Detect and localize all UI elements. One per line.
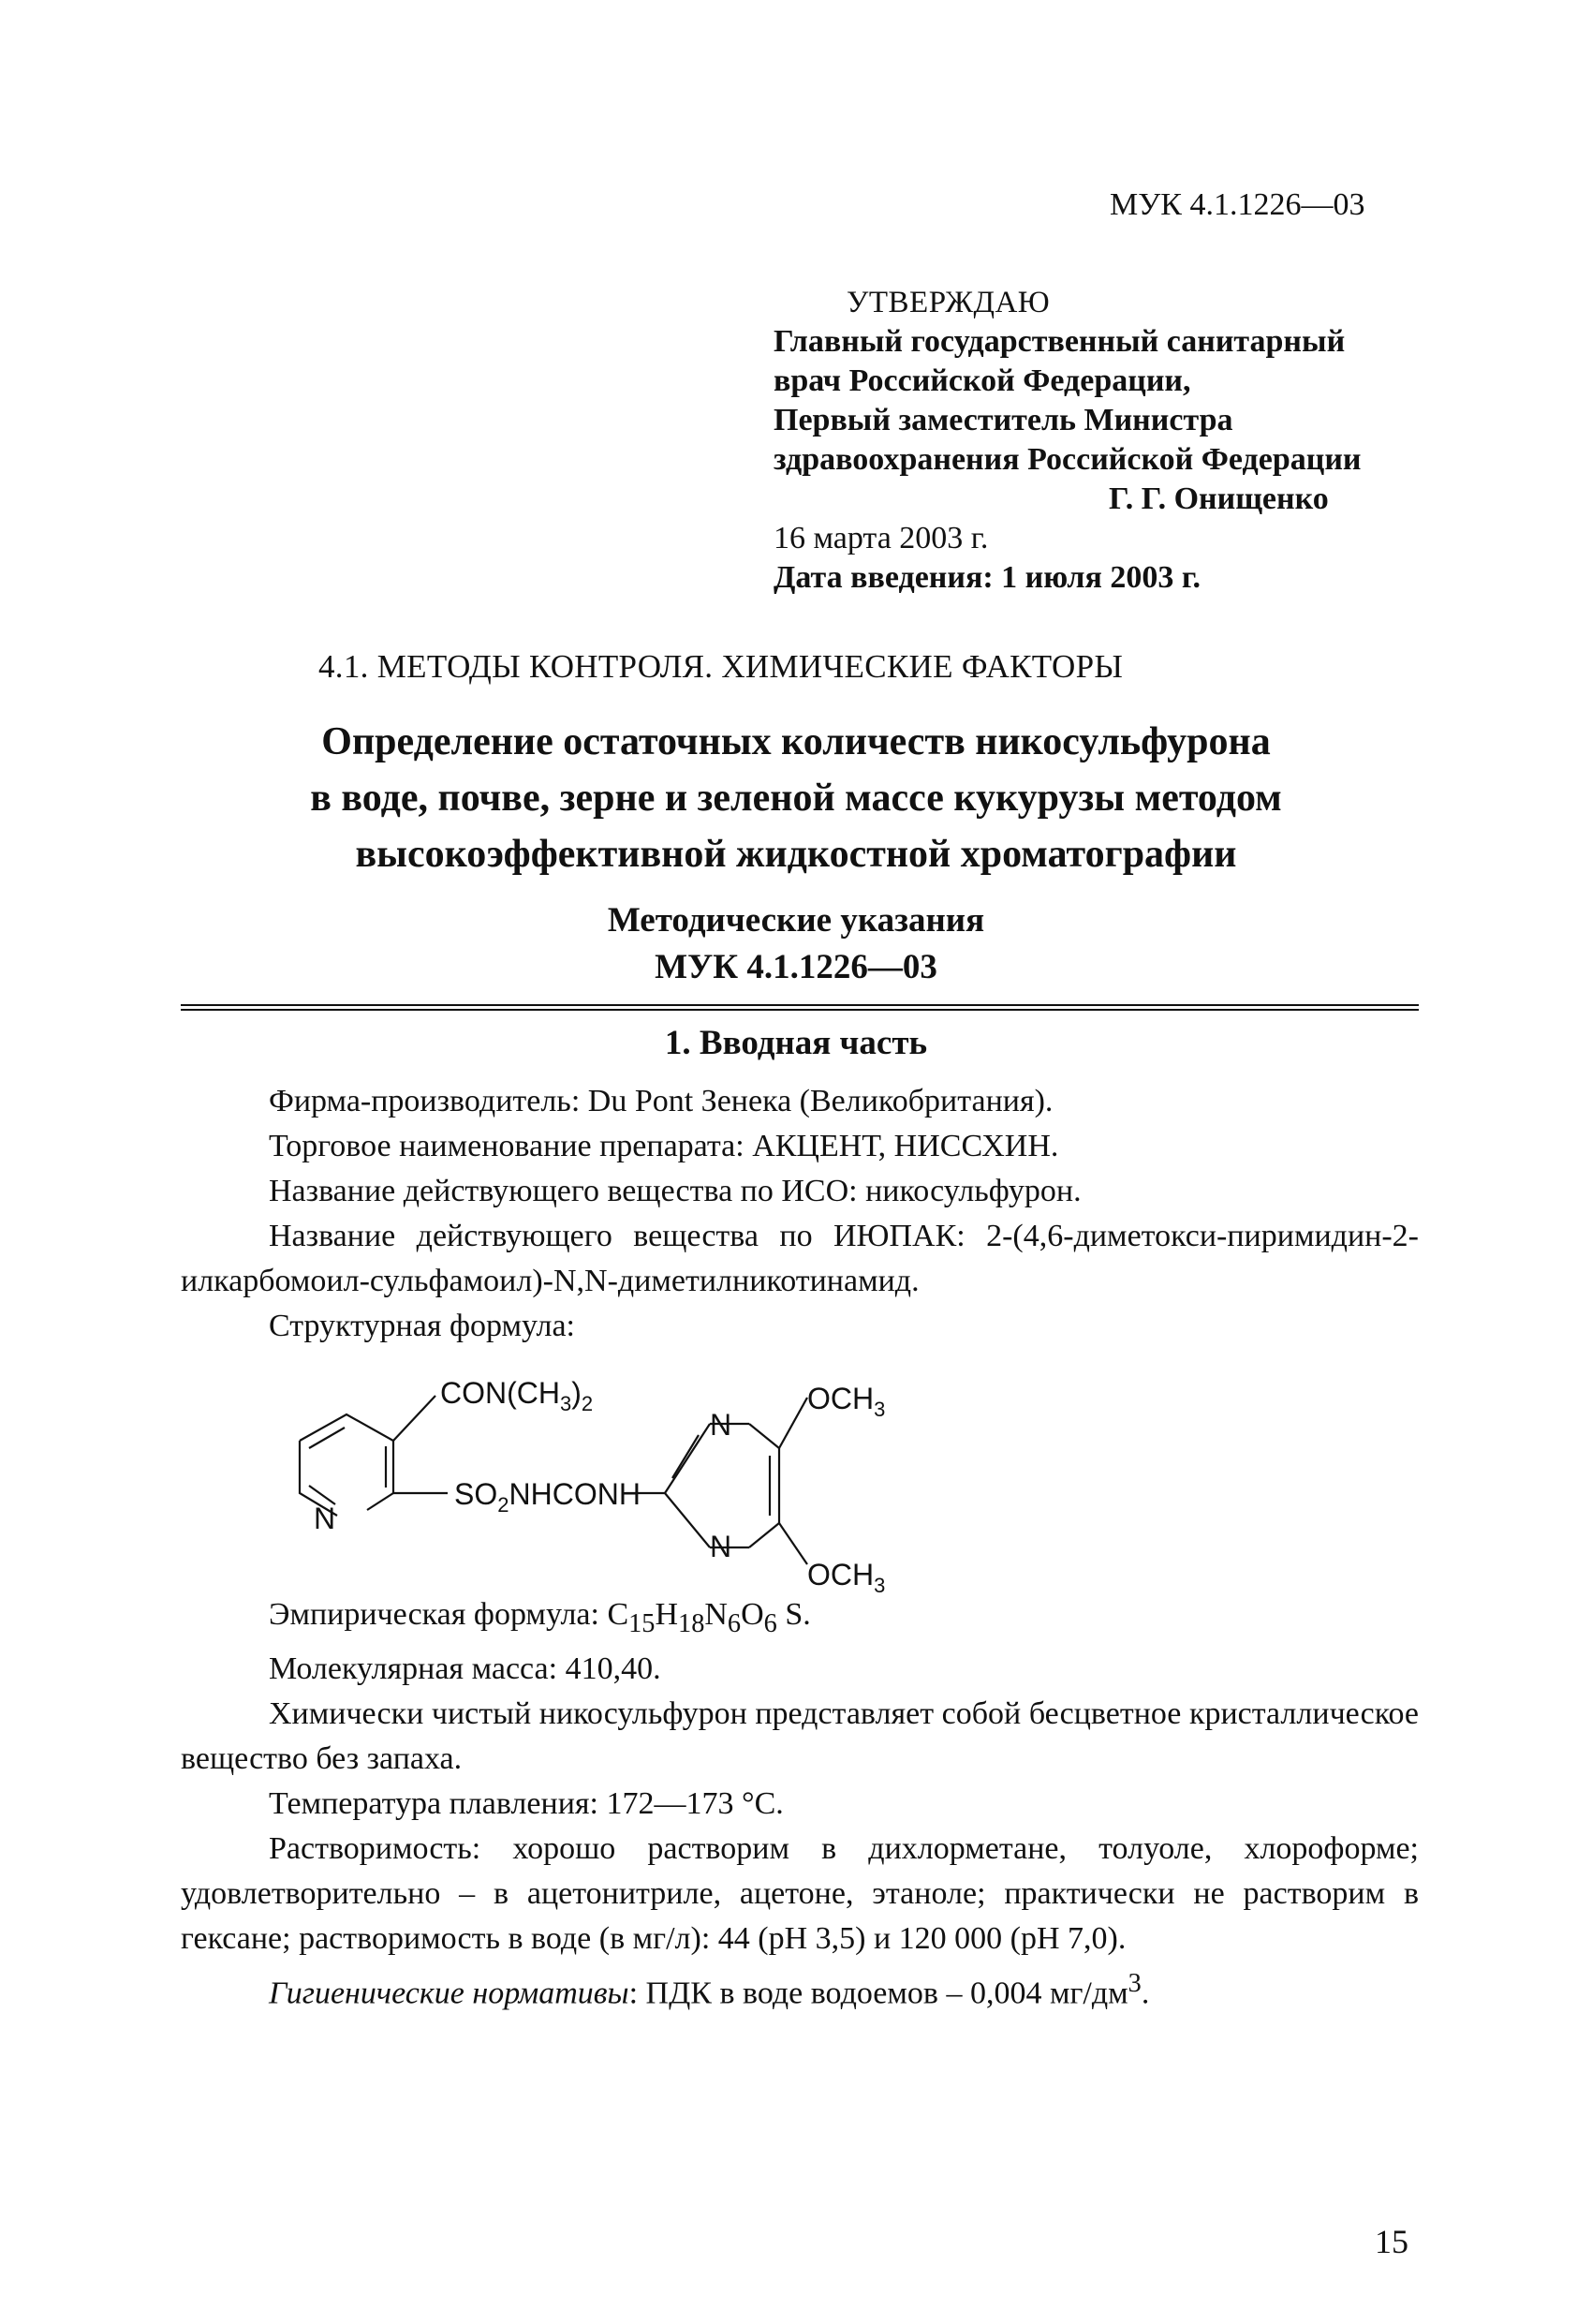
title-line: в воде, почве, зерне и зеленой массе кукурузы методом [310, 777, 1282, 820]
subtitle-line: Методические указания [607, 901, 985, 940]
title-line: Определение остаточных количеств никосульфурона [321, 720, 1271, 763]
structural-formula-label: Структурная формула: [269, 1309, 576, 1343]
horizontal-rule [181, 1009, 1419, 1011]
molar-mass: Молекулярная масса: 410,40. [269, 1650, 661, 1686]
document-code: МУК 4.1.1226—03 [1110, 187, 1365, 222]
substance-description: Химически чистый никосульфурон представляет собой бесцветное кристаллическое вещество без запаха. [181, 1695, 1419, 1776]
subtitle-code: МУК 4.1.1226—03 [655, 948, 937, 986]
approval-line: врач Российской Федерации, [774, 363, 1191, 398]
intro-body-top [181, 1079, 1419, 1349]
empirical-formula: Эмпирическая формула: $C_{15}H_{18}N_6O_6$ S. [269, 1597, 811, 1638]
approval-line: Главный государственный санитарный [774, 324, 1346, 359]
document-title [178, 714, 1414, 882]
effective-date: Дата введения: 1 июля 2003 г. [774, 560, 1201, 595]
methoxy-bottom-label: $OCH_3$ [807, 1558, 886, 1597]
section-heading: 4.1. МЕТОДЫ КОНТРОЛЯ. ХИМИЧЕСКИЕ ФАКТОРЫ [318, 648, 1124, 685]
iupac-name: Название действующего вещества по ИЮПАК: 2-(4,6-диметокси-пиримидин-2-илкарбомоил-сульфамоил)-N,N-диметилникотинамид. [181, 1219, 1419, 1298]
intro-body-bottom [181, 1592, 1419, 2016]
pyrimidine-ring [665, 1398, 807, 1564]
melting-point: Температура плавления: 172—173 °С. [269, 1785, 784, 1821]
approval-line: Первый заместитель Министра [774, 403, 1233, 437]
solubility: Растворимость: хорошо растворим в дихлорметане, толуоле, хлороформе; удовлетворительно – в ацетонитриле, ацетоне, этаноле; практически не растворим в гексане; растворимость в воде (в мг/л): 44 (рН 3,5) и 120 000 (рН 7,0). [181, 1830, 1419, 1956]
trade-name: Торговое наименование препарата: АКЦЕНТ, НИССХИН. [269, 1129, 1059, 1163]
signatory-name: Г. Г. Онищенко [1109, 481, 1329, 516]
hygiene-norms: Гигиенические нормативы: ПДК в воде водоемов – 0,004 $мг/дм^3$. [269, 1968, 1150, 2011]
approval-block [774, 283, 1362, 598]
iso-name: Название действующего вещества по ИСО: никосульфурон. [269, 1174, 1082, 1208]
document-subtitle [178, 897, 1414, 991]
con-group-label: $CON(CH_3)_2$ [440, 1376, 594, 1415]
intro-heading: 1. Вводная часть [664, 1024, 928, 1062]
pyrimidine-nitrogen-top: N [710, 1408, 732, 1442]
approval-word: УТВЕРЖДАЮ [847, 286, 1051, 319]
page-number: 15 [1375, 2223, 1408, 2260]
methoxy-top-label: $OCH_3$ [807, 1382, 886, 1421]
pyridine-nitrogen: N [314, 1502, 336, 1535]
horizontal-rule [181, 1004, 1419, 1006]
sulfonylurea-label: $SO_2NHCONH$ [454, 1477, 641, 1517]
structural-formula [262, 1368, 1030, 1602]
title-line: высокоэффективной жидкостной хроматографии [355, 833, 1237, 876]
manufacturer: Фирма-производитель: Du Pont Зенека (Великобритания). [269, 1084, 1054, 1118]
pyrimidine-nitrogen-bottom: N [710, 1530, 732, 1563]
approval-line: здравоохранения Российской Федерации [774, 442, 1362, 477]
approval-date: 16 марта 2003 г. [774, 521, 989, 555]
